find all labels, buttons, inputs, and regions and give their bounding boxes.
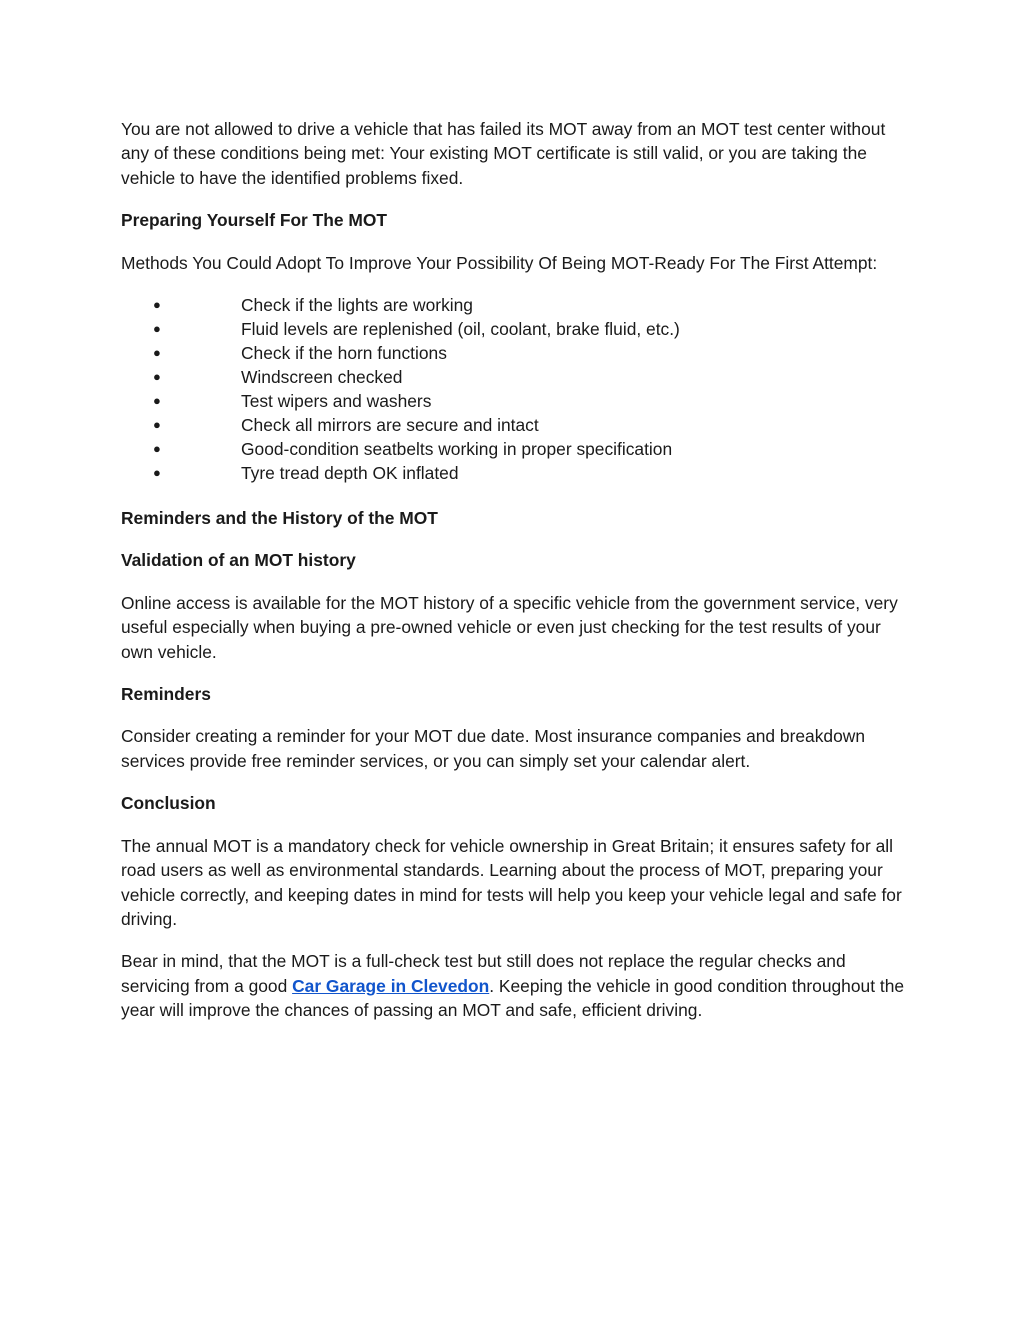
list-item — [121, 413, 911, 437]
list-item-text: Check all mirrors are secure and intact — [241, 415, 539, 436]
list-item — [121, 317, 911, 341]
final-text-after-link: . Keeping the vehicle in good condition throughout the year will improve the chances of passing an MOT and safe, efficient driving. — [121, 975, 905, 1021]
list-item — [121, 389, 911, 413]
conclusion-paragraph: The annual MOT is a mandatory check for vehicle ownership in Great Britain; it ensures safety for all road users as well as environmental standards. Learning about the process of MOT, preparing your vehicle correctly, and keeping dates in mind for tests will help you keep your vehicle legal and safe for driving. — [121, 835, 902, 929]
intro-paragraph: You are not allowed to drive a vehicle that has failed its MOT away from an MOT test center without any of these conditions being met: Your existing MOT certificate is still valid, or you are taking the vehicle to have the identified problems fixed. — [121, 119, 886, 188]
validation-paragraph: Online access is available for the MOT history of a specific vehicle from the government service, very useful especially when buying a pre-owned vehicle or even just checking for the test results of your own vehicle. — [121, 592, 898, 662]
bullet-icon: ● — [153, 345, 161, 361]
bullet-icon: ● — [153, 417, 161, 433]
bullet-icon: ● — [153, 465, 161, 481]
list-item-text: Good-condition seatbelts working in proper specification — [241, 439, 673, 460]
bullet-icon: ● — [153, 393, 161, 409]
bullet-icon: ● — [153, 297, 161, 313]
list-item-text: Windscreen checked — [241, 367, 403, 388]
bullet-icon: ● — [153, 369, 161, 385]
list-item-text: Check if the horn functions — [241, 343, 447, 364]
list-item — [121, 293, 911, 317]
reminders-paragraph: Consider creating a reminder for your MOT due date. Most insurance companies and breakdown services provide free reminder services, or you can simply set your calendar alert. — [121, 726, 865, 771]
bullet-icon: ● — [153, 321, 161, 337]
preparing-intro: Methods You Could Adopt To Improve Your Possibility Of Being MOT-Ready For The First Attempt: — [121, 252, 878, 273]
conclusion-heading: Conclusion — [121, 793, 216, 814]
document-content — [121, 117, 911, 1041]
preparing-heading: Preparing Yourself For The MOT — [121, 210, 388, 231]
list-item — [121, 341, 911, 365]
final-paragraph — [121, 949, 911, 1022]
list-item-text: Fluid levels are replenished (oil, coolant, brake fluid, etc.) — [241, 319, 680, 340]
mot-checklist — [121, 293, 911, 485]
validation-heading: Validation of an MOT history — [121, 550, 356, 571]
final-text-before-link: Bear in mind, that the MOT is a full-check test but still does not replace the regular checks and servicing from a good — [121, 951, 846, 996]
list-item-text: Test wipers and washers — [241, 391, 432, 412]
car-garage-link[interactable]: Car Garage in Clevedon — [292, 975, 490, 996]
list-item — [121, 365, 911, 389]
list-item — [121, 461, 911, 485]
list-item-text: Check if the lights are working — [241, 295, 473, 316]
list-item-text: Tyre tread depth OK inflated — [241, 463, 459, 484]
reminders-heading: Reminders — [121, 684, 211, 705]
history-heading: Reminders and the History of the MOT — [121, 508, 438, 529]
list-item — [121, 437, 911, 461]
bullet-icon: ● — [153, 441, 161, 457]
